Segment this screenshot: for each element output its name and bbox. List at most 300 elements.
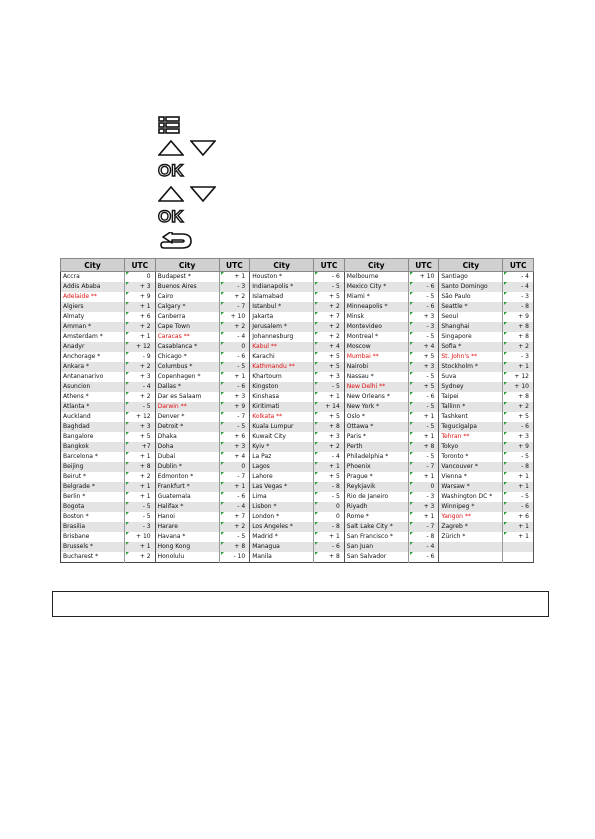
city-cell: Columbus * — [155, 362, 219, 372]
ok-icon — [158, 208, 194, 230]
table-row — [61, 402, 534, 412]
table-row — [61, 292, 534, 302]
utc-offset-cell: + 8 — [125, 462, 156, 472]
utc-offset-cell: + 2 — [314, 322, 345, 332]
city-cell: Guatemala — [155, 492, 219, 502]
city-cell: San Francisco * — [344, 532, 408, 542]
utc-offset-cell: + 14 — [314, 402, 345, 412]
city-cell: Kyiv * — [250, 442, 314, 452]
city-cell: Budapest * — [155, 272, 219, 283]
city-cell: Khartoum — [250, 372, 314, 382]
table-row — [61, 352, 534, 362]
city-cell: Harare — [155, 522, 219, 532]
table-row — [61, 412, 534, 422]
utc-offset-cell: + 8 — [503, 322, 534, 332]
arrow-up-icon — [158, 186, 184, 208]
city-cell: Kinshasa — [250, 392, 314, 402]
table-row — [61, 312, 534, 322]
city-cell: New Delhi ** — [344, 382, 408, 392]
utc-offset-cell: - 6 — [219, 492, 250, 502]
utc-offset-cell: + 1 — [408, 432, 439, 442]
city-cell: Dubai — [155, 452, 219, 462]
city-cell: Singapore — [439, 332, 503, 342]
utc-offset-cell: - 5 — [219, 532, 250, 542]
utc-offset-cell: - 4 — [314, 452, 345, 462]
city-cell: Karachi — [250, 352, 314, 362]
table-row — [61, 362, 534, 372]
utc-offset-cell: - 4 — [503, 282, 534, 292]
city-cell: Las Vegas * — [250, 482, 314, 492]
city-cell: Manila — [250, 552, 314, 563]
utc-offset-cell: - 6 — [219, 382, 250, 392]
city-cell: Algiers — [61, 302, 125, 312]
city-cell: Calgary * — [155, 302, 219, 312]
utc-offset-cell: - 4 — [503, 272, 534, 283]
city-cell: Nassau * — [344, 372, 408, 382]
city-cell: Antananarivo — [61, 372, 125, 382]
utc-offset-cell: - 8 — [314, 482, 345, 492]
utc-offset-cell: - 9 — [125, 352, 156, 362]
city-cell: Dar es Salaam — [155, 392, 219, 402]
utc-offset-cell: + 2 — [219, 292, 250, 302]
utc-offset-cell: + 1 — [408, 412, 439, 422]
city-cell: Perth — [344, 442, 408, 452]
utc-offset-cell: + 2 — [314, 332, 345, 342]
utc-offset-cell: + 8 — [408, 442, 439, 452]
utc-offset-cell: + 8 — [314, 552, 345, 563]
city-cell: Islamabad — [250, 292, 314, 302]
svg-text:OK: OK — [158, 208, 184, 224]
world-time-zone-table — [60, 258, 534, 563]
city-cell: Hanoi — [155, 512, 219, 522]
utc-offset-cell: - 5 — [219, 422, 250, 432]
utc-offset-cell: 0 — [219, 462, 250, 472]
city-cell: St. John's ** — [439, 352, 503, 362]
utc-offset-cell: + 5 — [314, 472, 345, 482]
utc-offset-cell: - 5 — [125, 512, 156, 522]
city-cell: Rome * — [344, 512, 408, 522]
utc-offset-cell: + 1 — [314, 462, 345, 472]
city-cell: Houston * — [250, 272, 314, 283]
city-cell: Indianapolis * — [250, 282, 314, 292]
city-cell: Lisbon * — [250, 502, 314, 512]
city-cell: Almaty — [61, 312, 125, 322]
utc-offset-cell: + 10 — [408, 272, 439, 283]
table-row — [61, 502, 534, 512]
utc-offset-cell: + 1 — [125, 492, 156, 502]
city-cell: Minsk — [344, 312, 408, 322]
city-cell: Lima — [250, 492, 314, 502]
city-cell: Zürich * — [439, 532, 503, 542]
table-row — [61, 432, 534, 442]
city-cell: Tallinn * — [439, 402, 503, 412]
city-cell: Salt Lake City * — [344, 522, 408, 532]
utc-offset-cell: + 2 — [503, 342, 534, 352]
city-cell: Taipei — [439, 392, 503, 402]
utc-offset-cell: 0 — [408, 482, 439, 492]
utc-offset-cell: - 7 — [219, 412, 250, 422]
table-row — [61, 492, 534, 502]
utc-offset-cell: + 2 — [125, 362, 156, 372]
utc-offset-cell: + 2 — [314, 442, 345, 452]
city-cell: Beirut * — [61, 472, 125, 482]
city-cell: Anadyr — [61, 342, 125, 352]
utc-offset-cell: + 5 — [314, 292, 345, 302]
city-cell: Montreal * — [344, 332, 408, 342]
utc-offset-cell: + 8 — [503, 392, 534, 402]
city-cell: Casablanca * — [155, 342, 219, 352]
city-cell: Halifax * — [155, 502, 219, 512]
menu-icon — [158, 116, 180, 138]
city-cell: Jakarta — [250, 312, 314, 322]
utc-offset-cell: + 2 — [314, 302, 345, 312]
city-cell: Buenos Aires — [155, 282, 219, 292]
city-cell: Istanbul * — [250, 302, 314, 312]
utc-offset-cell: 0 — [219, 342, 250, 352]
utc-offset-cell: + 5 — [503, 412, 534, 422]
city-cell: Rio de Janeiro — [344, 492, 408, 502]
city-cell: Barcelona * — [61, 452, 125, 462]
utc-offset-cell: + 12 — [125, 342, 156, 352]
utc-offset-cell: + 10 — [125, 532, 156, 542]
utc-offset-cell: + 8 — [503, 332, 534, 342]
utc-offset-cell: + 2 — [125, 472, 156, 482]
utc-offset-cell: - 5 — [219, 362, 250, 372]
utc-offset-cell: - 8 — [503, 462, 534, 472]
city-cell: Auckland — [61, 412, 125, 422]
city-cell: Sofia * — [439, 342, 503, 352]
utc-offset-cell — [503, 552, 534, 563]
header-city: City — [61, 259, 125, 272]
utc-offset-cell: - 5 — [408, 292, 439, 302]
city-cell: Darwin ** — [155, 402, 219, 412]
utc-offset-cell: + 2 — [219, 322, 250, 332]
utc-offset-cell: 0 — [314, 512, 345, 522]
city-cell: Bogota — [61, 502, 125, 512]
city-cell: Santiago — [439, 272, 503, 283]
utc-offset-cell: - 7 — [408, 462, 439, 472]
city-cell: Kuala Lumpur — [250, 422, 314, 432]
city-cell: Tokyo — [439, 442, 503, 452]
city-cell: Madrid * — [250, 532, 314, 542]
utc-offset-cell: + 7 — [314, 312, 345, 322]
utc-offset-cell: 0 — [314, 502, 345, 512]
utc-offset-cell: - 5 — [125, 402, 156, 412]
utc-offset-cell: + 5 — [314, 352, 345, 362]
utc-offset-cell: + 6 — [219, 432, 250, 442]
city-cell: Brasilia — [61, 522, 125, 532]
utc-offset-cell: - 4 — [219, 332, 250, 342]
utc-offset-cell: - 5 — [314, 382, 345, 392]
city-cell: Oslo * — [344, 412, 408, 422]
utc-offset-cell: + 1 — [125, 482, 156, 492]
utc-offset-cell: - 4 — [219, 502, 250, 512]
utc-offset-cell: + 2 — [125, 392, 156, 402]
utc-offset-cell: + 3 — [219, 392, 250, 402]
city-cell: Havana * — [155, 532, 219, 542]
city-cell: Melbourne — [344, 272, 408, 283]
utc-offset-cell: + 8 — [314, 422, 345, 432]
city-cell: Kolkata ** — [250, 412, 314, 422]
city-cell: Hong Kong — [155, 542, 219, 552]
city-cell: Kabul ** — [250, 342, 314, 352]
utc-offset-cell: +7 — [125, 442, 156, 452]
city-cell: Lagos — [250, 462, 314, 472]
utc-offset-cell: + 6 — [503, 512, 534, 522]
city-cell: Kathmandu ** — [250, 362, 314, 372]
utc-offset-cell — [503, 542, 534, 552]
city-cell: Philadelphia * — [344, 452, 408, 462]
utc-offset-cell: - 3 — [219, 282, 250, 292]
utc-offset-cell: + 2 — [125, 552, 156, 563]
city-cell: Canberra — [155, 312, 219, 322]
utc-offset-cell: + 5 — [314, 412, 345, 422]
utc-offset-cell: - 5 — [125, 502, 156, 512]
table-row — [61, 322, 534, 332]
table-header-row — [61, 259, 534, 272]
city-cell: Mexico City * — [344, 282, 408, 292]
city-cell: Moscow — [344, 342, 408, 352]
city-cell: Nairobi — [344, 362, 408, 372]
city-cell: Asuncion — [61, 382, 125, 392]
table-row — [61, 462, 534, 472]
utc-offset-cell: - 5 — [314, 282, 345, 292]
header-utc: UTC — [125, 259, 156, 272]
utc-offset-cell: - 3 — [408, 322, 439, 332]
utc-offset-cell: + 3 — [408, 362, 439, 372]
table-row — [61, 522, 534, 532]
city-cell: Vancouver * — [439, 462, 503, 472]
utc-offset-cell: + 1 — [125, 302, 156, 312]
city-cell: Cairo — [155, 292, 219, 302]
utc-offset-cell: - 6 — [408, 552, 439, 563]
city-cell: Frankfurt * — [155, 482, 219, 492]
utc-offset-cell: + 3 — [125, 372, 156, 382]
city-cell: Dallas * — [155, 382, 219, 392]
utc-offset-cell: 0 — [125, 272, 156, 283]
utc-offset-cell: - 5 — [408, 402, 439, 412]
utc-offset-cell: + 12 — [503, 372, 534, 382]
utc-offset-cell: + 5 — [408, 382, 439, 392]
utc-offset-cell: + 4 — [408, 342, 439, 352]
header-utc: UTC — [408, 259, 439, 272]
city-cell: Brisbane — [61, 532, 125, 542]
city-cell: Bangkok — [61, 442, 125, 452]
city-cell: London * — [250, 512, 314, 522]
utc-offset-cell: - 7 — [408, 522, 439, 532]
utc-offset-cell: + 2 — [503, 402, 534, 412]
city-cell: Riyadh — [344, 502, 408, 512]
header-city: City — [155, 259, 219, 272]
city-cell: Berlin * — [61, 492, 125, 502]
city-cell: Seoul — [439, 312, 503, 322]
utc-offset-cell: - 5 — [408, 332, 439, 342]
utc-offset-cell: + 3 — [219, 442, 250, 452]
utc-offset-cell: + 1 — [125, 332, 156, 342]
utc-offset-cell: + 9 — [125, 292, 156, 302]
city-cell: Sydney — [439, 382, 503, 392]
table-row — [61, 372, 534, 382]
table-row — [61, 532, 534, 542]
utc-offset-cell: + 1 — [314, 532, 345, 542]
utc-offset-cell: - 10 — [219, 552, 250, 563]
svg-text:OK: OK — [158, 162, 184, 178]
city-cell: Phoenix — [344, 462, 408, 472]
city-cell: Zagreb * — [439, 522, 503, 532]
utc-offset-cell: + 4 — [219, 452, 250, 462]
utc-offset-cell: - 4 — [125, 382, 156, 392]
utc-offset-cell: + 3 — [408, 312, 439, 322]
city-cell: Belgrade * — [61, 482, 125, 492]
city-cell: Kuwait City — [250, 432, 314, 442]
arrow-down-icon — [190, 140, 216, 162]
utc-offset-cell: + 9 — [503, 312, 534, 322]
city-cell: Amman * — [61, 322, 125, 332]
city-cell — [439, 542, 503, 552]
utc-offset-cell: - 3 — [503, 292, 534, 302]
utc-offset-cell: + 3 — [314, 432, 345, 442]
city-cell: Lahore — [250, 472, 314, 482]
utc-offset-cell: + 5 — [125, 432, 156, 442]
utc-offset-cell: + 3 — [503, 432, 534, 442]
utc-offset-cell: + 5 — [408, 352, 439, 362]
city-cell: Tegucigalpa — [439, 422, 503, 432]
utc-offset-cell: + 4 — [314, 342, 345, 352]
utc-offset-cell: + 1 — [503, 522, 534, 532]
city-cell: San Salvador — [344, 552, 408, 563]
city-cell: New York * — [344, 402, 408, 412]
city-cell: Tashkent — [439, 412, 503, 422]
city-cell: Los Angeles * — [250, 522, 314, 532]
city-cell: Tehran ** — [439, 432, 503, 442]
city-cell: Honolulu — [155, 552, 219, 563]
utc-offset-cell: - 6 — [314, 542, 345, 552]
utc-offset-cell: - 3 — [125, 522, 156, 532]
city-cell: Johannesburg — [250, 332, 314, 342]
utc-offset-cell: - 3 — [408, 492, 439, 502]
utc-offset-cell: + 2 — [219, 522, 250, 532]
city-cell: Anchorage * — [61, 352, 125, 362]
utc-offset-cell: + 1 — [219, 372, 250, 382]
table-row — [61, 482, 534, 492]
table-row — [61, 542, 534, 552]
city-cell: Ankara * — [61, 362, 125, 372]
table-row — [61, 512, 534, 522]
table-row — [61, 302, 534, 312]
utc-offset-cell: + 1 — [408, 472, 439, 482]
utc-offset-cell: - 8 — [408, 532, 439, 542]
table-row — [61, 342, 534, 352]
utc-offset-cell: + 1 — [503, 532, 534, 542]
back-icon — [158, 232, 194, 254]
table-body — [61, 272, 534, 563]
utc-offset-cell: - 6 — [314, 272, 345, 283]
note-box — [52, 591, 549, 617]
utc-offset-cell: + 1 — [125, 542, 156, 552]
header-city: City — [344, 259, 408, 272]
header-city: City — [439, 259, 503, 272]
utc-offset-cell: - 6 — [503, 422, 534, 432]
utc-offset-cell: + 10 — [219, 312, 250, 322]
city-cell: Dhaka — [155, 432, 219, 442]
city-cell: Reykjavik — [344, 482, 408, 492]
city-cell: Accra — [61, 272, 125, 283]
utc-offset-cell: + 3 — [408, 502, 439, 512]
city-cell: Cape Town — [155, 322, 219, 332]
utc-offset-cell: + 1 — [408, 512, 439, 522]
utc-offset-cell: + 9 — [219, 402, 250, 412]
city-cell: Baghdad — [61, 422, 125, 432]
utc-offset-cell: - 7 — [219, 472, 250, 482]
city-cell: Beijing — [61, 462, 125, 472]
city-cell: New Orleans * — [344, 392, 408, 402]
table-row — [61, 452, 534, 462]
city-cell: Jerusalem * — [250, 322, 314, 332]
utc-offset-cell: + 1 — [503, 362, 534, 372]
utc-offset-cell: - 7 — [219, 302, 250, 312]
city-cell: Warsaw * — [439, 482, 503, 492]
city-cell: Yangon ** — [439, 512, 503, 522]
table-row — [61, 282, 534, 292]
utc-offset-cell: + 1 — [503, 482, 534, 492]
ok-icon — [158, 162, 194, 184]
utc-offset-cell: + 3 — [125, 282, 156, 292]
utc-offset-cell: - 6 — [408, 282, 439, 292]
table-row — [61, 552, 534, 563]
city-cell: Suva — [439, 372, 503, 382]
utc-offset-cell: - 4 — [408, 542, 439, 552]
city-cell: Kiritimati — [250, 402, 314, 412]
city-cell: Addis Ababa — [61, 282, 125, 292]
city-cell: Edmonton * — [155, 472, 219, 482]
city-cell: Washington DC * — [439, 492, 503, 502]
city-cell: Bangalore — [61, 432, 125, 442]
header-city: City — [250, 259, 314, 272]
utc-offset-cell: - 8 — [314, 522, 345, 532]
city-cell: Detroit * — [155, 422, 219, 432]
city-cell: Mumbai ** — [344, 352, 408, 362]
utc-offset-cell: - 8 — [503, 302, 534, 312]
city-cell: Shanghai — [439, 322, 503, 332]
utc-offset-cell: - 5 — [503, 452, 534, 462]
city-cell: Santo Domingo — [439, 282, 503, 292]
utc-offset-cell: + 8 — [219, 542, 250, 552]
utc-offset-cell: - 6 — [408, 392, 439, 402]
table-row — [61, 272, 534, 283]
city-cell: Prague * — [344, 472, 408, 482]
table-row — [61, 442, 534, 452]
city-cell: Brussels * — [61, 542, 125, 552]
utc-offset-cell: - 5 — [408, 452, 439, 462]
city-cell: Managua — [250, 542, 314, 552]
table-row — [61, 332, 534, 342]
city-cell: Stockholm * — [439, 362, 503, 372]
utc-offset-cell: + 5 — [314, 362, 345, 372]
city-cell — [439, 552, 503, 563]
city-cell: Caracas ** — [155, 332, 219, 342]
utc-offset-cell: - 5 — [408, 422, 439, 432]
table-row — [61, 422, 534, 432]
city-cell: La Paz — [250, 452, 314, 462]
city-cell: Adelaide ** — [61, 292, 125, 302]
utc-offset-cell: + 6 — [125, 312, 156, 322]
city-cell: Denver * — [155, 412, 219, 422]
utc-offset-cell: + 9 — [503, 442, 534, 452]
utc-offset-cell: + 1 — [314, 392, 345, 402]
utc-offset-cell: + 1 — [219, 272, 250, 283]
city-cell: Miami * — [344, 292, 408, 302]
header-utc: UTC — [503, 259, 534, 272]
